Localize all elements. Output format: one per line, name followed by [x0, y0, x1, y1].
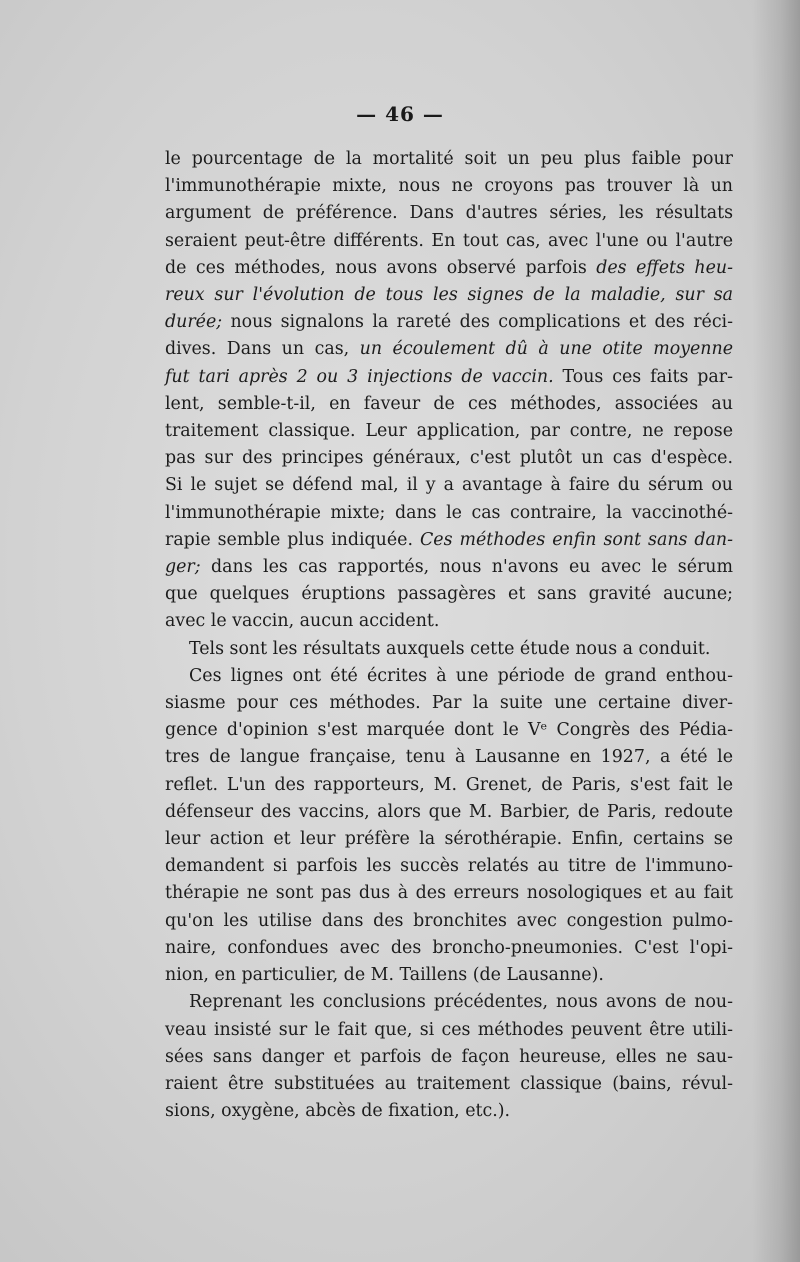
italic-text: un écoulement dû à une otite moyenne	[359, 339, 733, 360]
italic-text: ger;	[165, 557, 201, 578]
text-line: l'immunothérapie mixte, nous ne croyons pas trouver là un	[165, 176, 733, 197]
text-line: ger; dans les cas rapportés, nous n'avons eu avec le sérum	[165, 557, 733, 578]
text-line: défenseur des vaccins, alors que M. Barbier, de Paris, redoute	[165, 801, 733, 822]
italic-text: des effets heu-	[596, 257, 733, 278]
text-line: fut tari après 2 ou 3 injections de vaccin. Tous ces faits par-	[165, 366, 733, 387]
text-line: le pourcentage de la mortalité soit un peu plus faible pour	[165, 149, 733, 169]
text-line: leur action et leur préfère la sérothérapie. Enfin, certains se	[165, 829, 733, 850]
text-line: thérapie ne sont pas dus à des erreurs nosologiques et au fait	[165, 883, 733, 904]
text-line: l'immunothérapie mixte; dans le cas contraire, la vaccinothé-	[165, 502, 733, 523]
text-line: Ces lignes ont été écrites à une période de grand enthou-	[189, 665, 733, 686]
italic-text: durée;	[165, 312, 223, 333]
text-line: de ces méthodes, nous avons observé parfois des effets heu-	[165, 257, 733, 278]
text-line: tres de langue française, tenu à Lausanne en 1927, a été le	[165, 747, 733, 768]
text-line: sées sans danger et parfois de façon heureuse, elles ne sau-	[165, 1046, 733, 1067]
text-line: durée; nous signalons la rareté des complications et des réci-	[165, 312, 733, 333]
text-line: dives. Dans un cas, un écoulement dû à une otite moyenne	[165, 339, 733, 360]
text-line: seraient peut-être différents. En tout cas, avec l'une ou l'autre	[165, 230, 733, 251]
text-line: pas sur des principes généraux, c'est plutôt un cas d'espèce.	[165, 448, 733, 469]
body-text	[165, 146, 733, 1125]
italic-text: reux sur l'évolution de tous les signes de la maladie, sur sa	[165, 285, 733, 306]
page-number: — 46 —	[356, 102, 444, 126]
text-line: que quelques éruptions passagères et sans gravité aucune;	[165, 584, 733, 605]
text-line: Si le sujet se défend mal, il y a avantage à faire du sérum ou	[165, 475, 733, 496]
text-line: naire, confondues avec des broncho-pneumonies. C'est l'opi-	[165, 937, 733, 958]
italic-text: Ces méthodes enfin sont sans dan-	[419, 529, 733, 550]
page-edge-shadow	[752, 0, 800, 1262]
text-line: reflet. L'un des rapporteurs, M. Grenet, de Paris, s'est fait le	[165, 774, 733, 795]
text-line	[165, 282, 733, 309]
text-line: Reprenant les conclusions précédentes, nous avons de nou-	[189, 992, 733, 1013]
text-line: traitement classique. Leur application, par contre, ne repose	[165, 421, 733, 442]
text-line: Tels sont les résultats auxquels cette étude nous a conduit.	[189, 638, 711, 659]
text-line: argument de préférence. Dans d'autres séries, les résultats	[165, 203, 733, 224]
text-line: avec le vaccin, aucun accident.	[165, 611, 440, 632]
text-line: qu'on les utilise dans des bronchites avec congestion pulmo-	[165, 910, 733, 931]
text-line: gence d'opinion s'est marquée dont le Vᵉ Congrès des Pédia-	[165, 720, 733, 741]
text-line: lent, semble-t-il, en faveur de ces méthodes, associées au	[165, 393, 733, 414]
text-line: veau insisté sur le fait que, si ces méthodes peuvent être utili-	[165, 1019, 733, 1040]
italic-text: fut tari après 2 ou 3 injections de vaccin.	[165, 366, 554, 387]
text-line: siasme pour ces méthodes. Par la suite une certaine diver-	[165, 693, 733, 714]
text-line: demandent si parfois les succès relatés au titre de l'immuno-	[165, 856, 733, 877]
text-line: nion, en particulier, de M. Taillens (de Lausanne).	[165, 965, 604, 986]
text-line: sions, oxygène, abcès de fixation, etc.).	[165, 1101, 511, 1122]
text-line: rapie semble plus indiquée. Ces méthodes enfin sont sans dan-	[165, 529, 733, 550]
text-line: raient être substituées au traitement classique (bains, révul-	[165, 1073, 733, 1094]
